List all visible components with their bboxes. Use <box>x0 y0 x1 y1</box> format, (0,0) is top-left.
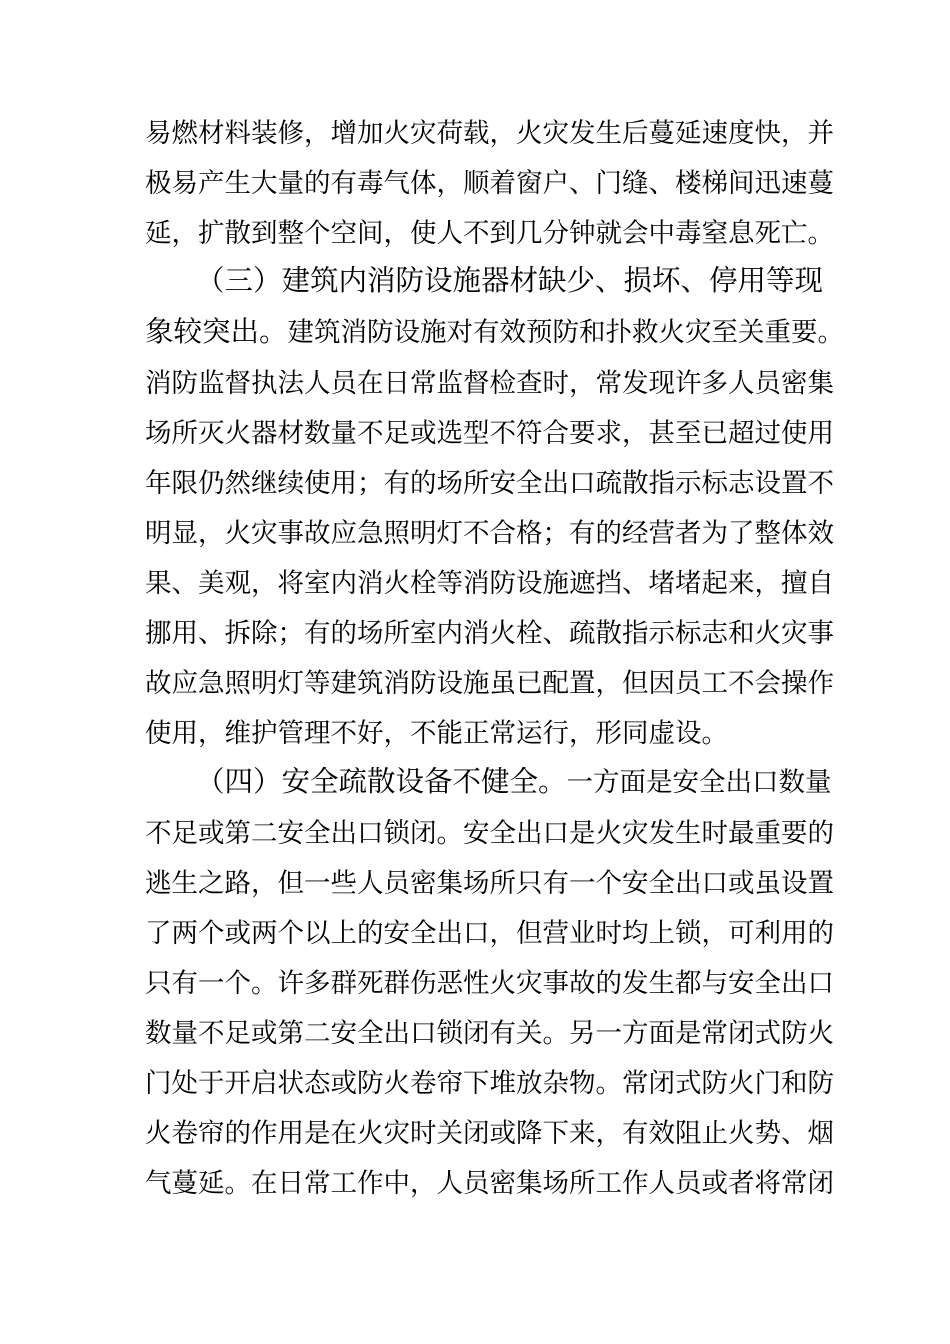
body-line-9: 明显，火灾事故应急照明灯不合格；有的经营者为了整体效 <box>145 518 834 549</box>
section-heading-3-line-2: 象较突出。 <box>145 315 288 348</box>
section-4-intro-text: 一方面是安全出口数量 <box>566 767 832 798</box>
body-line-6: 消防监督执法人员在日常监督检查时，常发现许多人员密集 <box>145 368 834 399</box>
body-line-2: 极易产生大量的有毒气体，顺着窗户、门缝、楼梯间迅速蔓 <box>145 168 834 199</box>
section-3-line-2 <box>145 314 844 351</box>
body-line-12: 故应急照明灯等建筑消防设施虽已配置，但因员工不会操作 <box>145 668 834 699</box>
body-line-3: 延，扩散到整个空间，使人不到几分钟就会中毒窒息死亡。 <box>145 218 834 249</box>
body-line-21: 门处于开启状态或防火卷帘下堆放杂物。常闭式防火门和防 <box>145 1068 834 1099</box>
body-line-1: 易燃材料装修，增加火灾荷载，火灾发生后蔓延速度快，并 <box>145 118 834 149</box>
body-line-13: 使用，维护管理不好，不能正常运行，形同虚设。 <box>145 718 728 749</box>
body-line-17: 逃生之路，但一些人员密集场所只有一个安全出口或虽设置 <box>145 868 834 899</box>
section-heading-3-line-1: （三）建筑内消防设施器材缺少、损坏、停用等现 <box>196 264 824 297</box>
section-4-line-1 <box>196 764 832 801</box>
body-line-18: 了两个或两个以上的安全出口，但营业时均上锁，可利用的 <box>145 918 834 949</box>
body-line-16: 不足或第二安全出口锁闭。安全出口是火灾发生时最重要的 <box>145 818 834 849</box>
body-line-11: 挪用、拆除；有的场所室内消火栓、疏散指示标志和火灾事 <box>145 618 834 649</box>
body-line-22: 火卷帘的作用是在火灾时关闭或降下来，有效阻止火势、烟 <box>145 1118 834 1149</box>
body-line-19: 只有一个。许多群死群伤恶性火灾事故的发生都与安全出口 <box>145 968 834 999</box>
body-line-8: 年限仍然继续使用；有的场所安全出口疏散指示标志设置不 <box>145 468 834 499</box>
section-heading-4: （四）安全疏散设备不健全。 <box>196 765 567 798</box>
section-3-intro-text: 建筑消防设施对有效预防和扑救火灾至关重要。 <box>287 317 845 348</box>
body-line-23: 气蔓延。在日常工作中，人员密集场所工作人员或者将常闭 <box>145 1168 834 1199</box>
body-line-20: 数量不足或第二安全出口锁闭有关。另一方面是常闭式防火 <box>145 1018 834 1049</box>
body-line-7: 场所灭火器材数量不足或选型不符合要求，甚至已超过使用 <box>145 418 834 449</box>
body-line-10: 果、美观，将室内消火栓等消防设施遮挡、堵堵起来，擅自 <box>145 568 834 599</box>
